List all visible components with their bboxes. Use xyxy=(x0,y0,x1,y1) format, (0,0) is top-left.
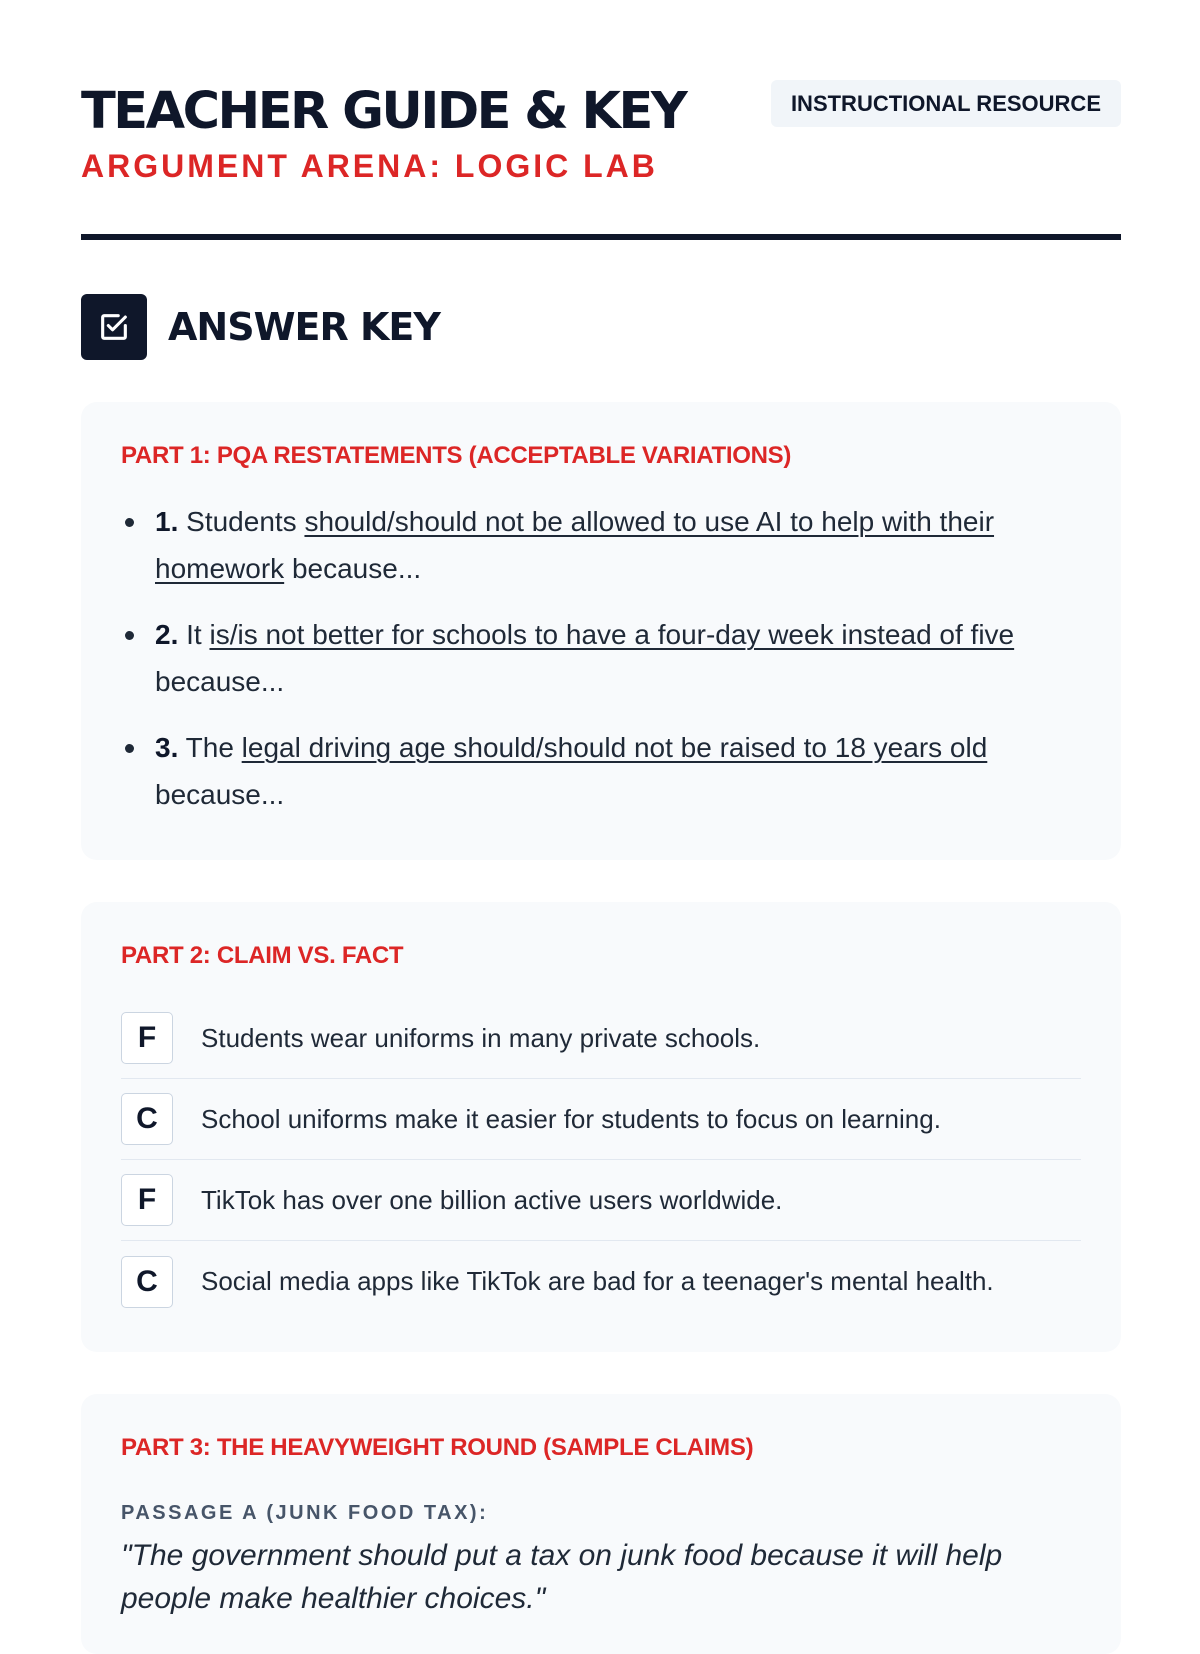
item-number: 2. xyxy=(155,619,179,650)
item-number: 1. xyxy=(155,506,179,537)
table-row xyxy=(121,1079,1081,1160)
item-lead: The xyxy=(185,732,234,763)
teacher-guide-page xyxy=(81,0,1121,1615)
statement-text: TikTok has over one billion active users worldwide. xyxy=(201,1184,783,1215)
item-lead: It xyxy=(186,619,202,650)
item-number: 3. xyxy=(155,732,179,763)
table-row xyxy=(121,1241,1081,1322)
statement-text: Students wear uniforms in many private schools. xyxy=(201,1022,761,1053)
table-row xyxy=(121,998,1081,1079)
item-tail: because... xyxy=(291,553,422,584)
statement-text: Social media apps like TikTok are bad for a teenager's mental health. xyxy=(201,1266,994,1296)
answer-letter: F xyxy=(121,1012,173,1064)
part2-label: PART 2: CLAIM VS. FACT xyxy=(121,942,404,969)
part1-card xyxy=(81,402,1121,860)
list-item xyxy=(121,498,1081,592)
item-tail: because... xyxy=(155,666,285,697)
passage-label: PASSAGE A (JUNK FOOD TAX): xyxy=(121,1502,489,1524)
item-restatement: is/is not better for schools to have a four-day week instead of five xyxy=(209,619,1015,650)
part3-label: PART 3: THE HEAVYWEIGHT ROUND (SAMPLE CLAIMS) xyxy=(121,1434,754,1461)
part1-label: PART 1: PQA RESTATEMENTS (ACCEPTABLE VARIATIONS) xyxy=(121,442,792,469)
item-lead: Students xyxy=(186,506,297,537)
header xyxy=(81,0,1121,240)
header-divider xyxy=(81,234,1121,240)
section-title: ANSWER KEY xyxy=(168,305,440,349)
passage-quote: "The government should put a tax on junk food because it will help people make healthier choices." xyxy=(121,1539,1003,1615)
claim-fact-list xyxy=(121,998,1081,1322)
table-row xyxy=(121,1160,1081,1241)
list-item xyxy=(121,611,1081,705)
page-subtitle: ARGUMENT ARENA: LOGIC LAB xyxy=(81,148,658,184)
answer-letter: C xyxy=(121,1256,173,1308)
item-tail: because... xyxy=(155,779,285,810)
statement-text: School uniforms make it easier for students to focus on learning. xyxy=(201,1103,941,1134)
answer-letter: C xyxy=(121,1093,173,1145)
list-item xyxy=(121,724,1081,818)
resource-badge: INSTRUCTIONAL RESOURCE xyxy=(771,80,1121,127)
answer-key-heading xyxy=(81,294,440,360)
pqa-list xyxy=(121,498,1081,837)
page-title: TEACHER GUIDE & KEY xyxy=(81,82,686,141)
item-restatement: should/should not be allowed to use AI to help with their homework xyxy=(155,506,995,584)
checkbox-icon xyxy=(81,294,147,360)
part3-card xyxy=(81,1394,1121,1654)
item-restatement: legal driving age should/should not be raised to 18 years old xyxy=(241,732,988,763)
answer-letter: F xyxy=(121,1174,173,1226)
part2-card xyxy=(81,902,1121,1352)
